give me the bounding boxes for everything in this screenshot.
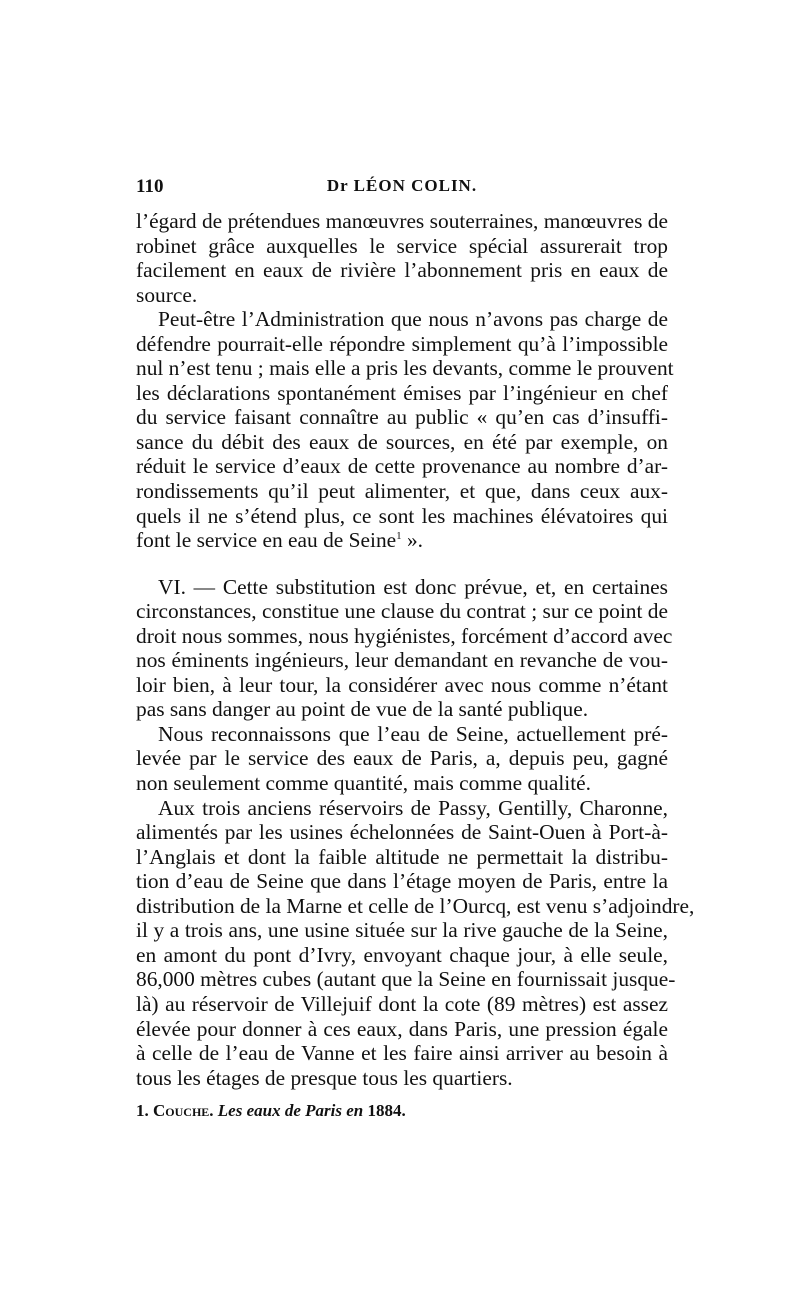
- text-line: l’égard de prétendues manœuvres souterraines, manœuvres de: [136, 209, 668, 233]
- text-line: rondissements qu’il peut alimenter, et que, dans ceux aux-: [136, 479, 668, 504]
- section-gap: [136, 553, 668, 575]
- footnote-title: Les eaux de Paris en: [217, 1101, 364, 1120]
- text-line: l’Anglais et dont la faible altitude ne permettait la distribu-: [136, 844, 668, 869]
- page-number: 110: [136, 176, 164, 197]
- text-line: Nous reconnaissons que l’eau de Seine, actuellement pré-: [158, 721, 668, 746]
- text-line: défendre pourrait-elle répondre simplement qu’à l’impossible: [136, 331, 668, 356]
- text-line: à celle de l’eau de Vanne et les faire ainsi arriver au besoin à: [136, 1041, 668, 1066]
- text-line: circonstances, constitue une clause du contrat ; sur ce point de: [136, 599, 668, 624]
- text-line: tion d’eau de Seine que dans l’étage moyen de Paris, entre la: [136, 869, 668, 894]
- text-line: 86,000 mètres cubes (autant que la Seine en fournissait jusque-: [136, 967, 676, 992]
- body-text: [136, 209, 695, 1090]
- page-header: [136, 176, 668, 204]
- text-line: distribution de la Marne et celle de l’Ourcq, est venu s’adjoindre,: [136, 893, 695, 918]
- text-line: sance du débit des eaux de sources, en été par exemple, on: [136, 429, 668, 454]
- footnote-marker: 1: [396, 529, 402, 542]
- text-line: pas sans danger au point de vue de la santé publique.: [136, 697, 589, 722]
- text-line: droit nous sommes, nous hygiénistes, forcément d’accord avec: [136, 623, 673, 648]
- closing-quote: ».: [401, 528, 424, 553]
- text-line: il y a trois ans, une usine située sur la rive gauche de la Seine,: [136, 918, 668, 943]
- text-line: Aux trois anciens réservoirs de Passy, Gentilly, Charonne,: [158, 795, 668, 820]
- text-line: du service faisant connaître au public « qu’en cas d’insuffi-: [136, 405, 668, 430]
- text-line-with-footnote: [136, 528, 668, 553]
- text-segment: font le service en eau de Seine: [136, 528, 397, 553]
- text-line: en amont du pont d’Ivry, envoyant chaque jour, à elle seule,: [136, 942, 668, 967]
- text-line: les déclarations spontanément émises par l’ingénieur en chef: [136, 380, 668, 405]
- text-line: Peut-être l’Administration que nous n’avons pas charge de: [158, 307, 668, 332]
- section-heading-line: VI. — Cette substitution est donc prévue, et, en certaines: [158, 574, 668, 599]
- text-line: non seulement comme quantité, mais comme qualité.: [136, 771, 592, 796]
- text-line: réduit le service d’eaux de cette provenance au nombre d’ar-: [136, 454, 668, 479]
- footnote-author: Couche.: [153, 1101, 214, 1120]
- text-line: tous les étages de presque tous les quartiers.: [136, 1065, 513, 1090]
- text-line: quels il ne s’étend plus, ce sont les machines élévatoires qui: [136, 503, 668, 528]
- text-line: élevée pour donner à ces eaux, dans Paris, une pression égale: [136, 1016, 668, 1041]
- text-line: alimentés par les usines échelonnées de Saint-Ouen à Port-à-: [136, 820, 668, 845]
- footnote: [136, 1100, 668, 1122]
- running-head: Dr LÉON COLIN.: [326, 176, 478, 195]
- text-line: facilement en eaux de rivière l’abonnement pris en eaux de: [136, 258, 668, 283]
- text-line: levée par le service des eaux de Paris, a, depuis peu, gagné: [136, 746, 668, 771]
- text-line: nos éminents ingénieurs, leur demandant en revanche de vou-: [136, 648, 668, 673]
- text-line: nul n’est tenu ; mais elle a pris les devants, comme le prouvent: [136, 356, 674, 381]
- footnote-number: 1.: [136, 1101, 149, 1120]
- text-line: là) au réservoir de Villejuif dont la cote (89 mètres) est assez: [136, 991, 668, 1016]
- text-line: loir bien, à leur tour, la considérer avec nous comme n’étant: [136, 672, 668, 697]
- footnote-year: 1884.: [367, 1101, 406, 1120]
- text-line: source.: [136, 282, 198, 307]
- text-line: robinet grâce auxquelles le service spécial assurerait trop: [136, 233, 668, 258]
